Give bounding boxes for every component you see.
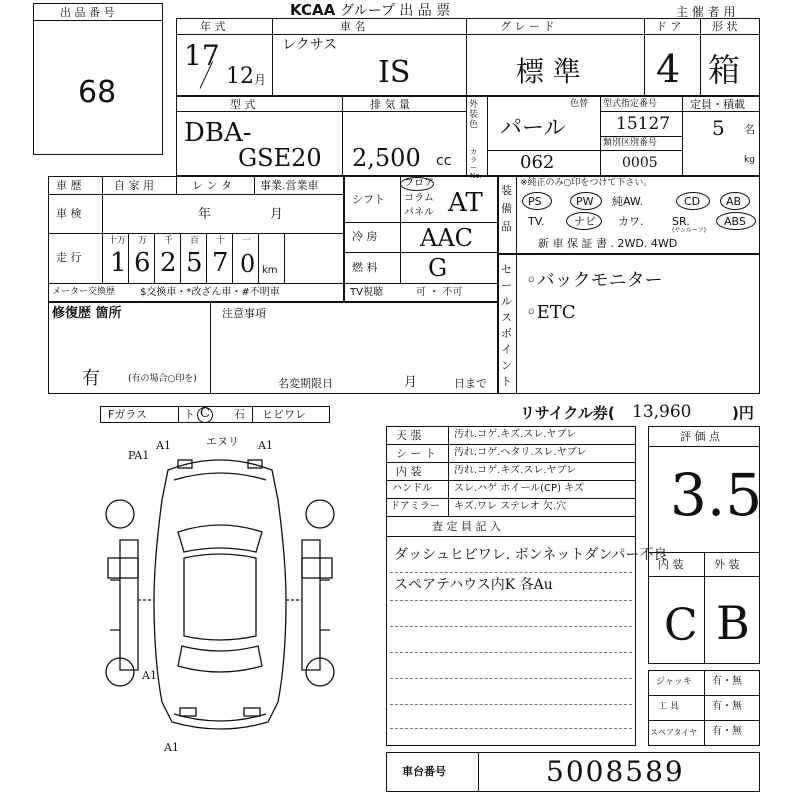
equipment-note: ※純正のみ○印をつけて下さい。: [520, 178, 653, 188]
sales-point-label: セールスポイント: [501, 263, 512, 388]
glass-front-label: Fガラス: [108, 408, 147, 421]
equip-abs: ABS: [724, 215, 746, 228]
ac-label: 冷 房: [352, 230, 378, 243]
mileage-label: 走 行: [56, 251, 82, 264]
equip-ab: AB: [726, 195, 742, 208]
history-label: 車 歴: [56, 179, 82, 192]
equip-aw: 純AW.: [612, 195, 644, 208]
grade-label: グ レ ー ド: [500, 20, 555, 33]
header-title: グループ 出 品 票: [340, 3, 451, 19]
capacity-label: 定員・積載: [690, 98, 745, 111]
diagram-mark-front: A1: [156, 439, 171, 452]
mileage-digit: 2: [160, 248, 177, 278]
cond-interior-label: 内 装: [396, 465, 422, 478]
sales-point-2: ◦ETC: [526, 302, 576, 323]
cond-ceiling-label: 天 張: [396, 429, 422, 442]
tv-value: 可 ・ 不可: [416, 287, 463, 298]
equip-sr: SR.: [672, 215, 690, 228]
shift-label: シフト: [352, 193, 385, 206]
inspector-label: 査 定 員 記 入: [432, 520, 501, 533]
cond-seat-options: 汚れ.コゲ.ヘタリ.スレ.ヤブレ: [454, 447, 587, 458]
equip-abs-circle: [716, 212, 756, 230]
interior-grade-label: 内 装: [658, 558, 684, 571]
displacement-value: 2,500: [352, 144, 421, 172]
car-diagram: [90, 440, 350, 750]
digit-label-1: 一: [242, 236, 252, 246]
tool-spare-label: スペアタイヤ: [650, 728, 698, 737]
door-value: 4: [656, 47, 681, 91]
digit-label-10: 十: [216, 236, 226, 246]
exterior-grade-label: 外 装: [714, 558, 740, 571]
name-label: 車 名: [340, 20, 366, 33]
type-number-label: 型式指定番号: [603, 99, 658, 109]
inspector-note-2: スペアテハウス内K 各Au: [394, 577, 553, 593]
fuel-value: G: [428, 254, 448, 282]
repair-history-note: (有の場合○印を): [128, 374, 197, 384]
chassis-label: 車台番号: [402, 765, 446, 778]
fuel-label: 燃 料: [352, 261, 378, 274]
tool-tools-label: 工 具: [658, 702, 679, 712]
year-label: 年 式: [200, 20, 226, 33]
equip-cd-circle: [676, 192, 710, 210]
tool-tools-value: 有・無: [712, 701, 742, 712]
mileage-digit: 6: [134, 248, 151, 278]
year-value: 17: [184, 39, 220, 72]
equip-sunroof-note: (サンルーフ): [672, 227, 706, 234]
class-number-label: 類別区別番号: [603, 138, 658, 148]
mileage-digit: 1: [110, 248, 127, 278]
cond-seat-label: シ ー ト: [396, 447, 436, 460]
diagram-mark-front-right: A1: [258, 439, 273, 452]
equip-ps-circle: [522, 192, 552, 210]
tool-jack-label: ジャッキ: [656, 677, 692, 687]
equip-pw: PW: [576, 195, 594, 208]
organizer-label: 主 催 者 用: [676, 5, 736, 19]
weight-unit: kg: [744, 155, 755, 165]
equip-leather: カワ.: [618, 215, 644, 228]
lot-number: 68: [78, 75, 117, 110]
diagram-mark-front-left: PA1: [128, 449, 150, 462]
cond-ceiling-options: 汚れ.コゲ.キズ.スレ.ヤブレ: [454, 429, 577, 440]
header-brand: KCAA: [290, 1, 336, 19]
shift-option-panel: パネル: [404, 207, 434, 218]
cond-handle-label: ハンドル: [392, 483, 432, 494]
displacement-unit: cc: [436, 153, 452, 169]
recycle-unit: )円: [732, 404, 754, 422]
glass-option-crack: ヒビワレ: [262, 408, 306, 421]
mileage-digit: 5: [186, 248, 203, 278]
mileage-unit: km: [262, 265, 278, 276]
glass-mark: C: [200, 406, 210, 421]
deadline-day: 日まで: [454, 377, 487, 390]
capacity-value: 5: [712, 116, 725, 140]
shape-label: 形 状: [712, 20, 738, 33]
tv-label: TV視聴: [350, 287, 383, 298]
shift-option-column: コラム: [404, 193, 434, 204]
tool-jack-value: 有・無: [712, 676, 742, 687]
cond-handle-options: スレ.ハゲ ホイール(CP) キズ: [454, 483, 584, 494]
glass-option-to: ト: [184, 408, 195, 421]
sales-point-1: ◦バックモニター: [526, 270, 663, 291]
color-change-label: 色替: [570, 99, 589, 109]
equip-navi-circle: [566, 212, 602, 230]
shift-floor-circle: [400, 177, 434, 191]
equip-navi: ナビ: [574, 215, 596, 228]
exterior-color-label: 外装色: [469, 100, 479, 130]
shape-value: 箱: [708, 51, 741, 89]
type-value-code: GSE20: [238, 144, 322, 172]
type-number-value: 15127: [616, 114, 671, 134]
color-code-label: カラーNo.: [470, 148, 482, 180]
deadline-label: 名変期限日: [278, 377, 333, 390]
shift-option-floor: フロア: [404, 178, 434, 189]
door-label: ド ア: [656, 20, 682, 33]
color-value: パール: [500, 116, 566, 141]
interior-grade-value: C: [664, 600, 698, 651]
deadline-month: 月: [404, 375, 418, 390]
meter-options: $交換車・*改ざん車・#不明車: [140, 287, 280, 298]
digit-label-100k: 十万: [108, 236, 127, 246]
ac-value: AAC: [420, 224, 474, 252]
inspection-month: 月: [270, 207, 284, 222]
digit-label-100: 百: [190, 236, 200, 246]
notes-label: 注意事項: [222, 307, 266, 320]
shift-value: AT: [448, 188, 483, 218]
digit-label-1k: 千: [164, 236, 174, 246]
glass-option-stone: 石: [234, 408, 245, 421]
mileage-digit: 0: [240, 250, 256, 278]
cond-mirror-options: キズ.ワレ ステレオ 欠.穴: [454, 501, 567, 512]
inspection-year: 年: [198, 207, 212, 222]
diagram-mark-hood: エヌリ: [206, 435, 239, 448]
month-value: 12: [226, 64, 254, 89]
diagram-mark-rear: A1: [164, 741, 179, 754]
rental-label: レ ン タ: [192, 179, 232, 192]
recycle-value: 13,960: [632, 402, 692, 422]
inspection-label: 車 検: [56, 207, 82, 220]
type-value-prefix: DBA-: [184, 118, 252, 148]
grade-value: 標 準: [516, 55, 581, 88]
equip-ab-circle: [720, 192, 750, 210]
diagram-mark-rear-left: A1: [142, 669, 157, 682]
grade-score-value: 3.5: [670, 461, 763, 529]
equipment-label: 装備品: [501, 184, 512, 233]
glass-mark-circle: [197, 407, 213, 423]
meter-exchange-label: メーター交換歴: [52, 287, 116, 297]
mileage-digit: 7: [212, 248, 229, 278]
business-use-label: 事業.営業車: [260, 179, 319, 192]
private-use-label: 自 家 用: [114, 179, 154, 192]
cond-interior-options: 汚れ.コゲ.キズ.スレ.ヤブレ: [454, 465, 577, 476]
equip-line3: 新 車 保 証 書 . 2WD. 4WD: [538, 237, 678, 250]
recycle-label: リサイクル券(: [520, 404, 615, 422]
tool-spare-value: 有・無: [712, 726, 742, 737]
equip-pw-circle: [570, 192, 602, 210]
color-code-value: 062: [520, 152, 555, 173]
class-number-value: 0005: [622, 155, 658, 171]
grade-score-label: 評 価 点: [680, 430, 720, 443]
capacity-unit: 名: [744, 123, 755, 136]
displacement-label: 排 気 量: [370, 98, 410, 111]
chassis-value: 5008589: [546, 755, 685, 788]
inspector-note-1: ダッシュヒビワレ. ボンネットダンパー不良: [394, 547, 668, 563]
digit-label-10k: 万: [138, 236, 148, 246]
cond-mirror-label: ドアミラー: [390, 501, 440, 512]
repair-history-label: 修復歴 箇所: [52, 306, 122, 321]
repair-history-value: 有: [82, 368, 100, 389]
model-value: IS: [378, 55, 411, 90]
equip-tv: TV.: [528, 215, 545, 228]
equip-cd: CD: [684, 195, 701, 208]
lot-label: 出 品 番 号: [60, 6, 115, 19]
type-label: 型 式: [230, 98, 256, 111]
maker-value: レクサス: [282, 37, 338, 53]
month-unit: 月: [254, 73, 267, 87]
equip-ps: PS: [528, 195, 542, 208]
exterior-grade-value: B: [716, 596, 750, 650]
